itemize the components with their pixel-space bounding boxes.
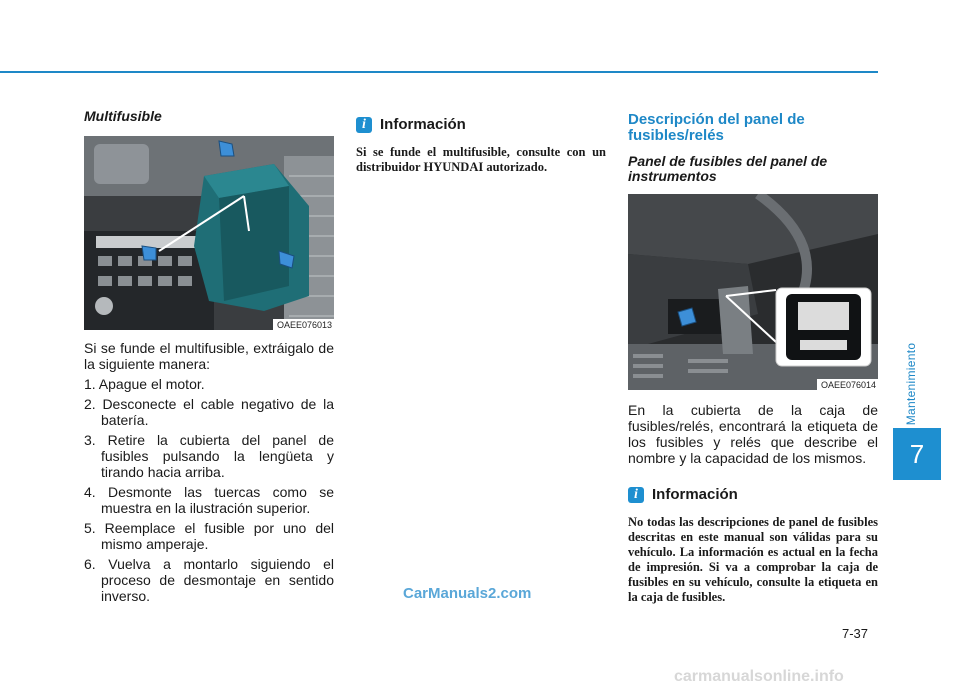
chapter-tab[interactable]: 7 xyxy=(893,428,941,480)
info-header xyxy=(628,486,878,503)
instrument-panel-photo xyxy=(628,194,878,390)
engine-bay-illustration xyxy=(84,136,334,330)
steps-list xyxy=(84,376,334,604)
column-multifusible xyxy=(84,108,334,608)
list-item: 3. Retire la cubierta del panel de fusibles pulsando la lengüeta y tirando hacia arriba. xyxy=(84,432,334,480)
section-heading: Descripción del panel de fusibles/relés xyxy=(628,111,805,144)
info-icon: i xyxy=(356,117,372,133)
info-text: Si se funde el multifusible, consulte con un distribuidor HYUNDAI autorizado. xyxy=(356,145,606,174)
watermark-online[interactable]: carmanualsonline.info xyxy=(674,668,844,685)
list-item: 1. Apague el motor. xyxy=(84,376,205,392)
chapter-side-label xyxy=(896,340,926,428)
engine-fusebox-photo xyxy=(84,136,334,330)
info-title: Información xyxy=(380,116,466,133)
info-text: No todas las descripciones de panel de fusibles descritas en este manual son válidas para su vehículo. La información es actual en la fecha de impresión. Si va a comprobar la caja de fusibles en su vehículo, consulte la etiqueta en la caja de fusibles. xyxy=(628,515,878,604)
info-header xyxy=(356,116,606,133)
section-subheading: Panel de fusibles del panel de instrumentos xyxy=(628,153,828,184)
header-rule xyxy=(0,71,878,73)
intro-text: Si se funde el multifusible, extráigalo de la siguiente manera: xyxy=(84,340,334,372)
info-title: Información xyxy=(652,486,738,503)
chapter-name: Mantenimiento xyxy=(904,342,918,426)
info-icon: i xyxy=(628,487,644,503)
instrument-panel-illustration xyxy=(628,194,878,390)
column-fuse-panel xyxy=(628,112,878,605)
list-item: 6. Vuelva a montarlo siguiendo el proceso de desmontaje en sentido inverso. xyxy=(84,556,334,604)
list-item: 2. Desconecte el cable negativo de la batería. xyxy=(84,396,334,428)
section-title-multifusible: Multifusible xyxy=(84,108,162,124)
photo-code: OAEE076014 xyxy=(817,379,878,390)
watermark-carmanuals[interactable]: CarManuals2.com xyxy=(403,585,532,602)
list-item: 4. Desmonte las tuercas como se muestra en la ilustración superior. xyxy=(84,484,334,516)
page-number: 7-37 xyxy=(842,626,869,641)
list-item: 5. Reemplace el fusible por uno del mismo amperaje. xyxy=(84,520,334,552)
column-info xyxy=(356,116,606,175)
fuse-label-text: En la cubierta de la caja de fusibles/relés, encontrará la etiqueta de los fusibles y relés que describe el nombre y la capacidad de los mismos. xyxy=(628,402,878,466)
photo-code: OAEE076013 xyxy=(273,319,334,330)
